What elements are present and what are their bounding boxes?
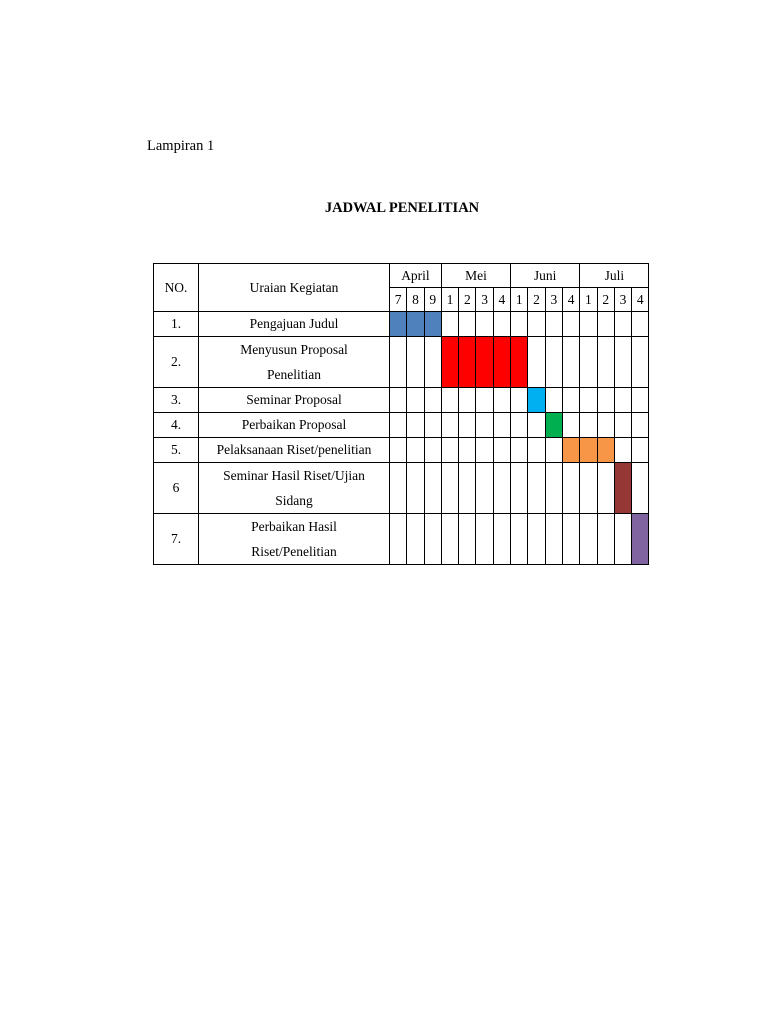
row-number: 7. [154,514,199,565]
week-cell [407,337,424,388]
week-cell [441,463,458,514]
week-cell [476,413,493,438]
row-number: 1. [154,312,199,337]
week-cell [493,438,510,463]
week-cell [476,388,493,413]
week-cell [493,463,510,514]
week-cell [597,463,614,514]
header-week: 4 [493,288,510,312]
week-cell [511,438,528,463]
table-row [154,337,649,388]
week-cell [407,413,424,438]
row-activity [199,514,390,565]
week-cell [424,388,441,413]
schedule-bar-cell [597,438,614,463]
row-activity [199,388,390,413]
week-cell [528,463,545,514]
week-cell [597,312,614,337]
week-cell [562,312,579,337]
week-cell [562,514,579,565]
row-activity [199,337,390,388]
research-schedule-table [153,263,649,565]
week-cell [597,337,614,388]
week-cell [459,514,476,565]
week-cell [597,514,614,565]
schedule-bar-cell [476,337,493,388]
header-row-months [154,264,649,288]
week-cell [390,438,407,463]
week-cell [562,388,579,413]
week-cell [632,388,649,413]
header-activity: Uraian Kegiatan [199,264,390,312]
week-cell [545,337,562,388]
schedule-bar-cell [632,514,649,565]
week-cell [476,514,493,565]
week-cell [614,337,631,388]
schedule-bar-cell [528,388,545,413]
header-week: 2 [597,288,614,312]
week-cell [632,463,649,514]
activity-line: Perbaikan Proposal [241,417,347,432]
week-cell [597,413,614,438]
week-cell [441,312,458,337]
schedule-bar-cell [407,312,424,337]
document-title: JADWAL PENELITIAN [324,200,480,216]
row-activity [199,438,390,463]
appendix-label: Lampiran 1 [147,138,215,154]
activity-line: Penelitian [267,367,321,382]
week-cell [511,312,528,337]
table-row [154,413,649,438]
week-cell [441,388,458,413]
week-cell [528,312,545,337]
week-cell [597,388,614,413]
schedule-bar-cell [580,438,597,463]
week-cell [424,514,441,565]
header-week: 7 [390,288,407,312]
header-week: 4 [562,288,579,312]
activity-line: Perbaikan Hasil [251,519,337,534]
row-activity [199,312,390,337]
table-row [154,438,649,463]
week-cell [407,388,424,413]
table-row [154,463,649,514]
week-cell [614,388,631,413]
schedule-bar-cell [545,413,562,438]
week-cell [476,312,493,337]
week-cell [424,337,441,388]
week-cell [390,337,407,388]
week-cell [580,413,597,438]
week-cell [545,312,562,337]
week-cell [459,463,476,514]
header-month: April [390,264,442,288]
row-number: 2. [154,337,199,388]
week-cell [511,388,528,413]
week-cell [614,438,631,463]
row-number: 6 [154,463,199,514]
schedule-bar-cell [441,337,458,388]
row-activity [199,413,390,438]
week-cell [614,514,631,565]
week-cell [407,438,424,463]
activity-line: Pelaksanaan Riset/penelitian [216,442,372,457]
week-cell [580,388,597,413]
header-week: 8 [407,288,424,312]
schedule-bar-cell [459,337,476,388]
week-cell [459,438,476,463]
week-cell [476,438,493,463]
header-month: Juli [580,264,649,288]
week-cell [614,312,631,337]
week-cell [407,463,424,514]
header-week: 1 [511,288,528,312]
week-cell [441,514,458,565]
week-cell [390,463,407,514]
week-cell [580,312,597,337]
week-cell [493,413,510,438]
week-cell [562,413,579,438]
header-month: Juni [511,264,580,288]
header-week: 1 [580,288,597,312]
header-month: Mei [441,264,510,288]
week-cell [441,438,458,463]
header-week: 2 [528,288,545,312]
week-cell [511,514,528,565]
header-week: 2 [459,288,476,312]
activity-line: Seminar Hasil Riset/Ujian [223,468,365,483]
week-cell [632,337,649,388]
activity-line: Menyusun Proposal [240,342,348,357]
week-cell [511,463,528,514]
week-cell [511,413,528,438]
schedule-bar-cell [562,438,579,463]
week-cell [390,413,407,438]
week-cell [562,337,579,388]
row-activity [199,463,390,514]
header-week: 1 [441,288,458,312]
week-cell [580,463,597,514]
header-week: 4 [632,288,649,312]
week-cell [493,312,510,337]
week-cell [580,337,597,388]
week-cell [632,413,649,438]
week-cell [632,312,649,337]
activity-line: Riset/Penelitian [251,544,337,559]
week-cell [528,514,545,565]
schedule-bar-cell [493,337,510,388]
table-row [154,312,649,337]
week-cell [528,337,545,388]
week-cell [441,413,458,438]
schedule-bar-cell [511,337,528,388]
week-cell [424,438,441,463]
header-no: NO. [154,264,199,312]
week-cell [476,463,493,514]
week-cell [424,463,441,514]
week-cell [424,413,441,438]
week-cell [459,413,476,438]
schedule-bar-cell [424,312,441,337]
week-cell [528,438,545,463]
schedule-bar-cell [614,463,631,514]
week-cell [390,514,407,565]
week-cell [493,388,510,413]
header-week: 3 [614,288,631,312]
header-week: 3 [476,288,493,312]
week-cell [545,514,562,565]
week-cell [545,438,562,463]
week-cell [528,413,545,438]
row-number: 4. [154,413,199,438]
week-cell [459,312,476,337]
header-week: 3 [545,288,562,312]
week-cell [545,463,562,514]
week-cell [580,514,597,565]
row-number: 5. [154,438,199,463]
activity-line: Sidang [275,493,313,508]
week-cell [390,388,407,413]
week-cell [614,413,631,438]
table-row [154,388,649,413]
row-number: 3. [154,388,199,413]
header-week: 9 [424,288,441,312]
week-cell [407,514,424,565]
week-cell [459,388,476,413]
week-cell [545,388,562,413]
week-cell [493,514,510,565]
schedule-bar-cell [390,312,407,337]
week-cell [562,463,579,514]
week-cell [632,438,649,463]
activity-line: Pengajuan Judul [249,316,339,331]
activity-line: Seminar Proposal [246,392,342,407]
table-row [154,514,649,565]
